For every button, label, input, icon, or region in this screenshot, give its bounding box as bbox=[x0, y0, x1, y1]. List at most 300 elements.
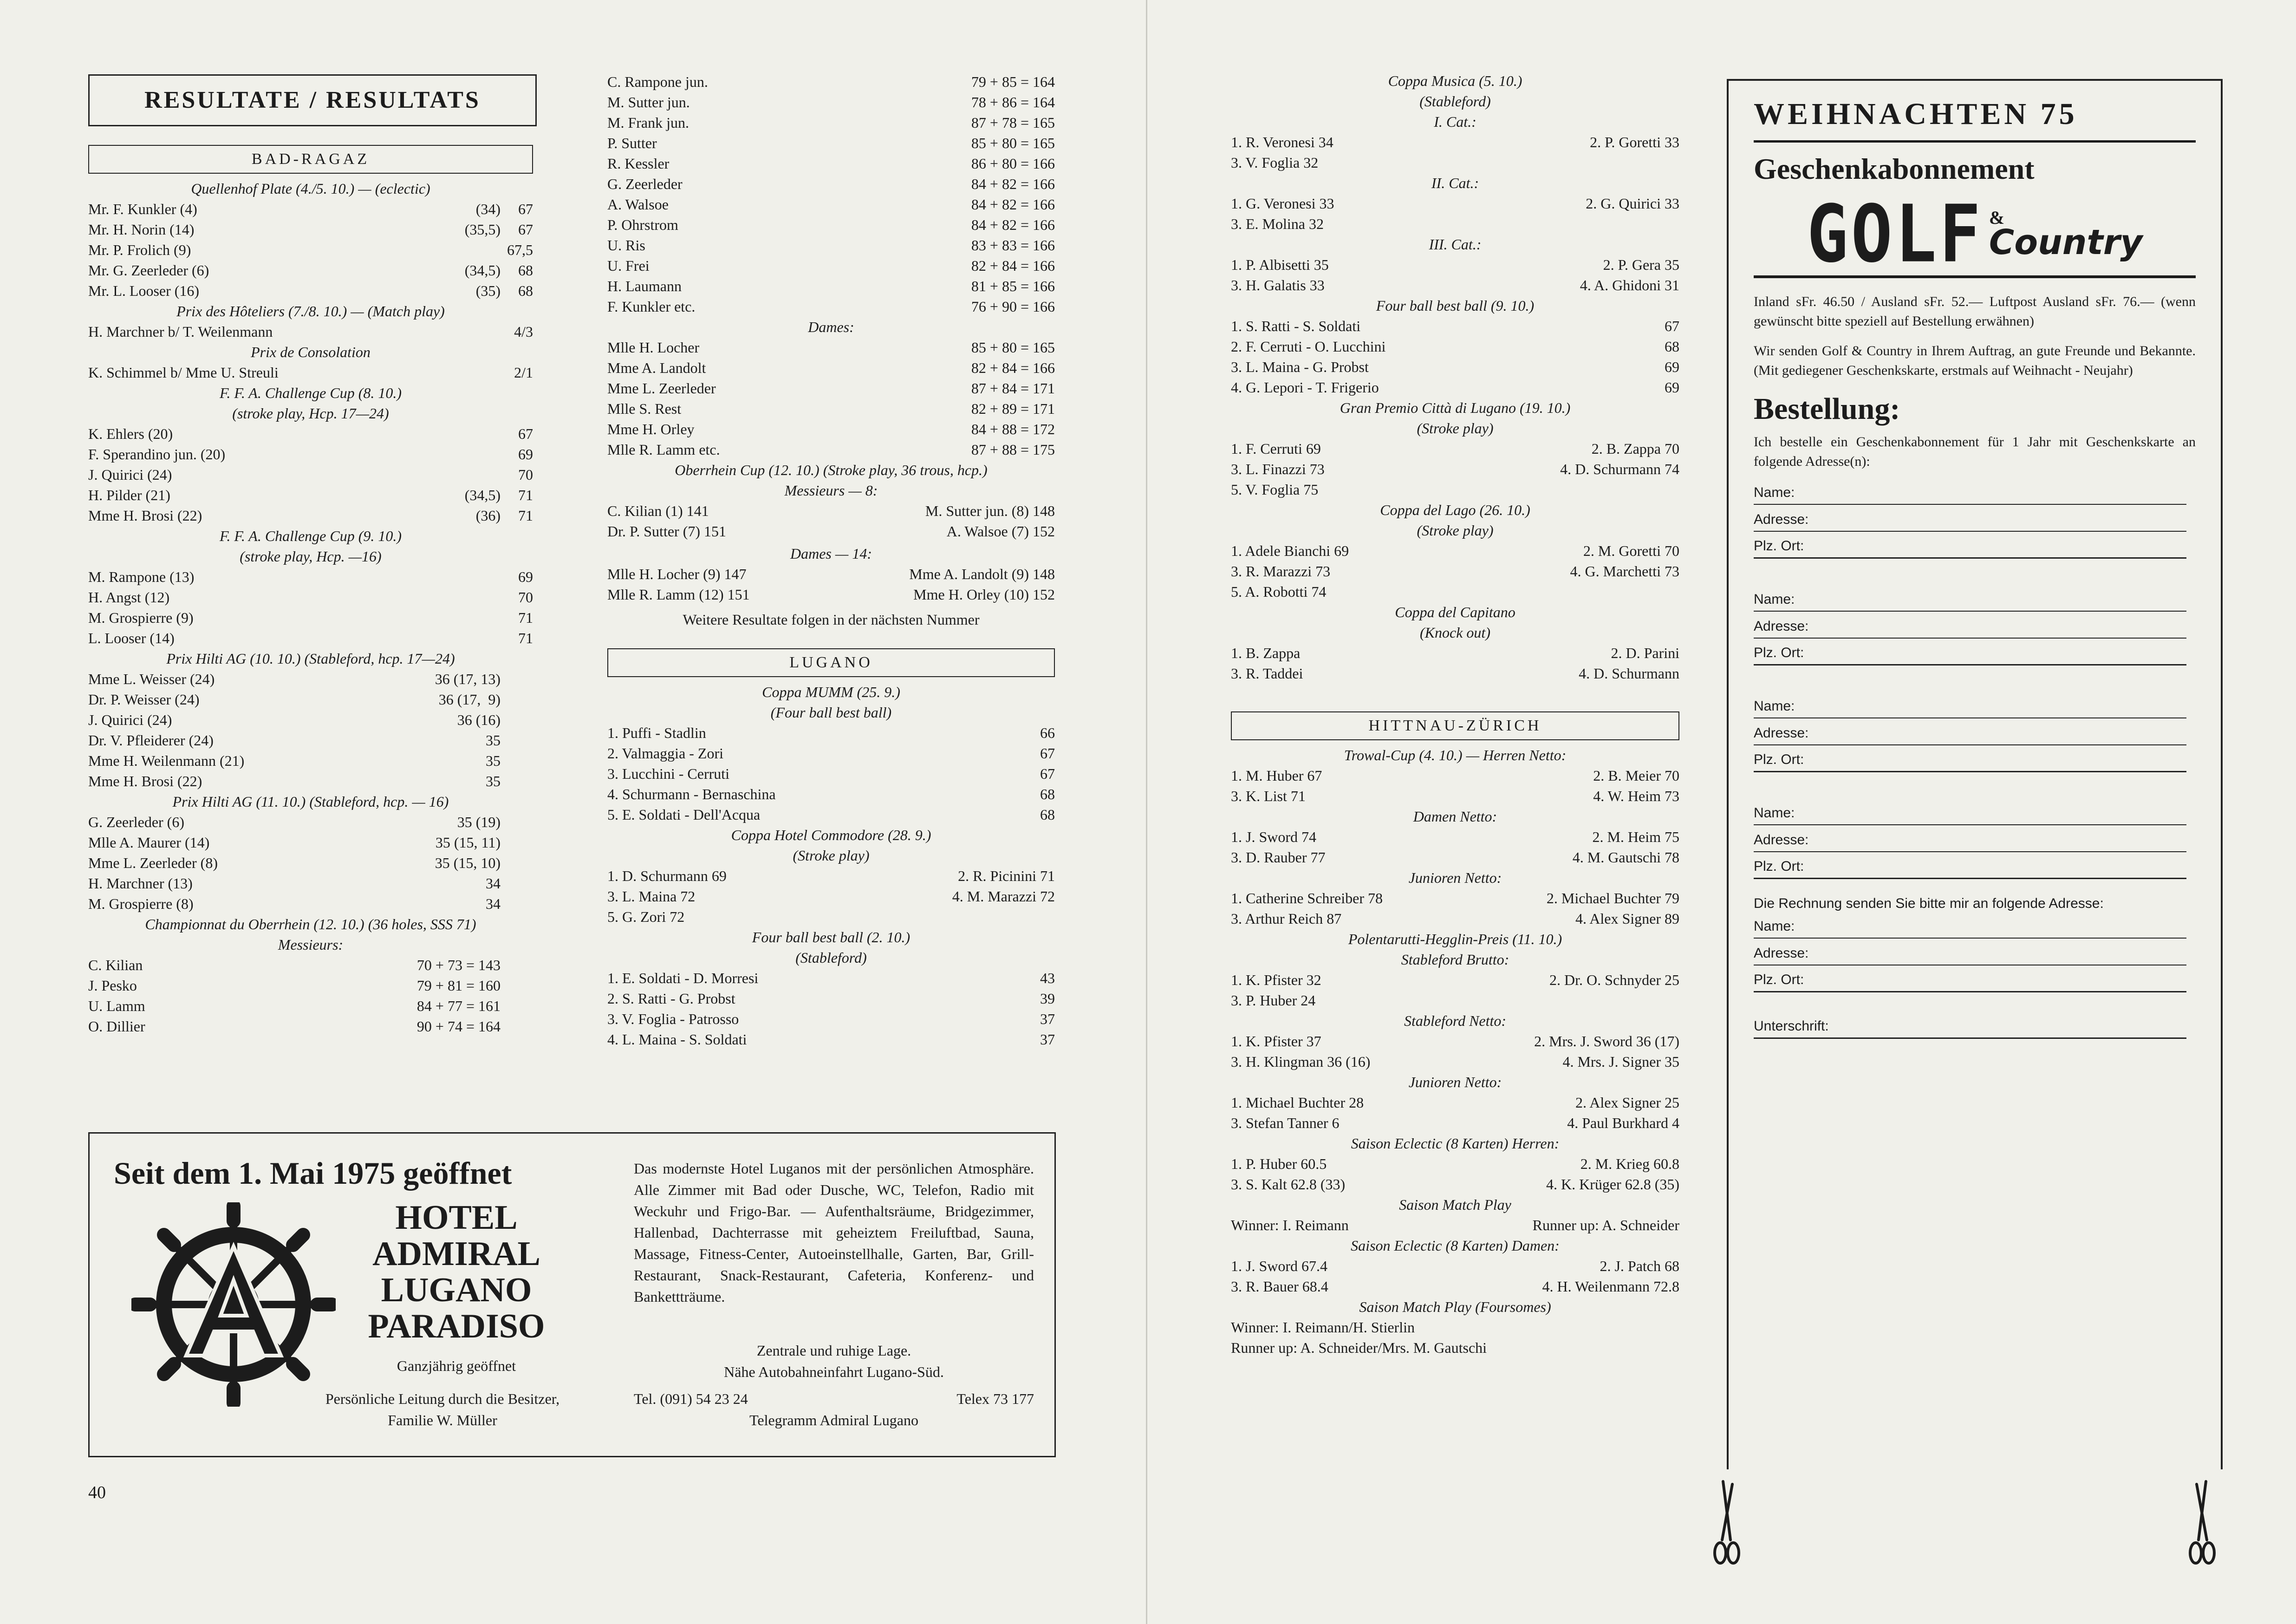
result-left: 1. B. Zappa bbox=[1231, 645, 1301, 661]
player-name: Mr. F. Kunkler (4) bbox=[88, 201, 197, 217]
block-title: Saison Match Play (Foursomes) bbox=[1359, 1298, 1551, 1315]
recipient-city-field[interactable] bbox=[1754, 639, 2186, 665]
score: 87 + 84 = 171 bbox=[971, 380, 1055, 397]
oberrhein-messieurs bbox=[607, 501, 1055, 541]
player-name: Mlle A. Maurer (14) bbox=[88, 834, 210, 851]
result-row bbox=[88, 240, 533, 260]
block-title: Championnat du Oberrhein (12. 10.) (36 holes, SSS 71) bbox=[145, 916, 476, 933]
result-left: 3. S. Kalt 62.8 (33) bbox=[1231, 1176, 1346, 1193]
block-title: Junioren Netto: bbox=[1408, 869, 1502, 886]
bad-ragaz-results bbox=[88, 178, 533, 1037]
result-row bbox=[607, 1009, 1055, 1029]
player-name: Dr. P. Weisser (24) bbox=[88, 691, 200, 708]
block-title: Junioren Netto: bbox=[1408, 1074, 1502, 1090]
field-label: Adresse: bbox=[1754, 619, 1809, 634]
result-row bbox=[88, 321, 533, 342]
result-right: 2. D. Parini bbox=[1611, 645, 1679, 661]
score-detail: 36 (17, 13) bbox=[435, 671, 501, 687]
block-title: Stableford Netto: bbox=[1404, 1012, 1507, 1029]
block-title: Coppa del Lago (26. 10.) bbox=[1380, 502, 1530, 518]
field-label: Name: bbox=[1754, 919, 1795, 934]
player-name: J. Quirici (24) bbox=[88, 466, 172, 483]
field-label: Adresse: bbox=[1754, 832, 1809, 848]
coupon-title: WEIHNACHTEN 75 bbox=[1754, 97, 2196, 143]
hotel-name-line: HOTEL bbox=[395, 1199, 518, 1237]
ship-wheel-icon bbox=[131, 1202, 336, 1407]
ad-headline: Seit dem 1. Mai 1975 geöffnet bbox=[114, 1155, 512, 1191]
block-subtitle: (Stableford) bbox=[1419, 93, 1491, 110]
result-left: 2. S. Ratti - G. Probst bbox=[607, 990, 735, 1007]
hotel-admiral-ad bbox=[88, 1132, 1056, 1457]
block-title: Damen Netto: bbox=[1413, 808, 1497, 825]
result-row bbox=[1231, 990, 1679, 1011]
result-right: 39 bbox=[1040, 990, 1055, 1007]
player-name: M. Grospierre (9) bbox=[88, 609, 194, 626]
player-name: K. Ehlers (20) bbox=[88, 425, 173, 442]
result-row bbox=[607, 439, 1055, 460]
player-name: Mme A. Landolt bbox=[607, 359, 706, 376]
result-left: 3. L. Finazzi 73 bbox=[1231, 461, 1325, 477]
player-name: M. Frank jun. bbox=[607, 114, 689, 131]
block-title: Saison Match Play bbox=[1399, 1196, 1511, 1213]
prices: Inland sFr. 46.50 / Ausland sFr. 52.— Luftpost Ausland sFr. 76.— (wenn gewünscht bitte speziell auf Bestellung erwähnen) bbox=[1754, 294, 2196, 329]
result-row bbox=[607, 235, 1055, 255]
field-label: Plz. Ort: bbox=[1754, 752, 1804, 767]
invoice-address-field[interactable] bbox=[1754, 939, 2186, 965]
logo-ampersand: & bbox=[1989, 207, 2005, 228]
score-detail: (34) bbox=[475, 201, 501, 217]
score-detail: 34 bbox=[486, 875, 501, 892]
result-row bbox=[1231, 847, 1679, 867]
score-detail: 35 bbox=[486, 752, 501, 769]
player-name: Mme L. Zeerleder (8) bbox=[88, 854, 218, 871]
result-row bbox=[607, 398, 1055, 419]
score: 82 + 84 = 166 bbox=[971, 257, 1055, 274]
result-right: 2. G. Quirici 33 bbox=[1586, 195, 1679, 212]
address-forms bbox=[1754, 478, 2186, 879]
player-name: J. Pesko bbox=[88, 977, 137, 994]
player-name: K. Schimmel b/ Mme U. Streuli bbox=[88, 364, 279, 381]
result-row bbox=[1231, 581, 1679, 602]
result-right: Runner up: A. Schneider bbox=[1532, 1217, 1679, 1233]
score: 70 bbox=[518, 466, 533, 483]
result-row bbox=[1231, 1113, 1679, 1133]
management-line: Persönliche Leitung durch die Besitzer, bbox=[325, 1390, 560, 1407]
result-left: 2. F. Cerruti - O. Lucchini bbox=[1231, 338, 1386, 355]
results-title: RESULTATE / RESULTATS bbox=[144, 87, 481, 113]
recipient-name-field[interactable] bbox=[1754, 798, 2186, 825]
block-subtitle: (Stroke play) bbox=[793, 847, 870, 864]
block-subtitle: (stroke play, Hcp. 17—24) bbox=[232, 405, 389, 422]
result-row bbox=[88, 260, 533, 280]
block-title: Four ball best ball (2. 10.) bbox=[752, 929, 911, 946]
score: 87 + 88 = 175 bbox=[971, 441, 1055, 458]
score: 71 bbox=[518, 630, 533, 646]
bad-ragaz-column bbox=[88, 142, 533, 1037]
field-label: Plz. Ort: bbox=[1754, 538, 1804, 554]
result-row bbox=[607, 968, 1055, 988]
oberrhein-dames bbox=[607, 564, 1055, 605]
player-name: F. Kunkler etc. bbox=[607, 298, 696, 315]
result-row bbox=[607, 907, 1055, 927]
result-row bbox=[88, 689, 533, 710]
bad-ragaz-header: BAD-RAGAZ bbox=[88, 145, 533, 174]
player-name: H. Marchner b/ T. Weilenmann bbox=[88, 323, 273, 340]
result-row bbox=[88, 628, 533, 648]
player-name: G. Zeerleder bbox=[607, 176, 683, 192]
result-left: 1. J. Sword 67.4 bbox=[1231, 1258, 1328, 1274]
result-left: 1. R. Veronesi 34 bbox=[1231, 134, 1333, 150]
result-left: 3. V. Foglia 32 bbox=[1231, 154, 1319, 171]
second-column bbox=[607, 72, 1055, 1050]
telegram: Telegramm Admiral Lugano bbox=[749, 1412, 918, 1428]
result-row bbox=[607, 723, 1055, 743]
result-right: 2. J. Patch 68 bbox=[1600, 1258, 1679, 1274]
result-left: 3. Arthur Reich 87 bbox=[1231, 910, 1342, 927]
score: 79 + 85 = 164 bbox=[971, 73, 1055, 90]
score-detail: (36) bbox=[475, 507, 501, 524]
block-subtitle: (Stroke play) bbox=[1417, 522, 1494, 539]
hotel-name-line: LUGANO bbox=[381, 1271, 532, 1309]
result-right: 4. Mrs. J. Signer 35 bbox=[1562, 1053, 1679, 1070]
result-row bbox=[1231, 275, 1679, 295]
open-all-year: Ganzjährig geöffnet bbox=[397, 1357, 516, 1374]
recipient-city-field[interactable] bbox=[1754, 852, 2186, 879]
field-label: Plz. Ort: bbox=[1754, 645, 1804, 660]
right-page bbox=[1146, 0, 2296, 1624]
score: 69 bbox=[518, 446, 533, 463]
result-row bbox=[1231, 438, 1679, 459]
result-right: 68 bbox=[1040, 786, 1055, 802]
result-left: 1. P. Huber 60.5 bbox=[1231, 1155, 1327, 1172]
result-row bbox=[1231, 336, 1679, 357]
result-left: 4. L. Maina - S. Soldati bbox=[607, 1031, 747, 1048]
field-label: Adresse: bbox=[1754, 512, 1809, 527]
result-row bbox=[1231, 1031, 1679, 1051]
score: 82 + 89 = 171 bbox=[971, 400, 1055, 417]
recipient-name-field[interactable] bbox=[1754, 691, 2186, 718]
result-row bbox=[1231, 827, 1679, 847]
score: 83 + 83 = 166 bbox=[971, 237, 1055, 254]
result-right: 2. Dr. O. Schnyder 25 bbox=[1549, 972, 1679, 988]
player-name: O. Dillier bbox=[88, 1018, 145, 1035]
score: 2/1 bbox=[514, 364, 533, 381]
result-row bbox=[1231, 254, 1679, 275]
player-name: Mme H. Weilenmann (21) bbox=[88, 752, 245, 769]
result-right: 37 bbox=[1040, 1031, 1055, 1048]
result-left: 3. V. Foglia - Patrosso bbox=[607, 1011, 739, 1027]
recipient-address-field[interactable] bbox=[1754, 612, 2186, 639]
result-left: 1. Puffi - Stadlin bbox=[607, 724, 706, 741]
block-subtitle: (Four ball best ball) bbox=[770, 704, 892, 721]
result-left: 3. H. Galatis 33 bbox=[1231, 277, 1325, 293]
block-title: Saison Eclectic (8 Karten) Herren: bbox=[1351, 1135, 1560, 1152]
management-line: Familie W. Müller bbox=[388, 1412, 497, 1428]
result-row bbox=[88, 955, 533, 975]
result-left: 1. Michael Buchter 28 bbox=[1231, 1094, 1364, 1111]
result-row bbox=[88, 362, 533, 383]
block-subtitle: (Stroke play) bbox=[1417, 420, 1494, 437]
score-detail: (35) bbox=[475, 282, 501, 299]
hotel-description: Das modernste Hotel Luganos mit der persönlichen Atmosphäre. Alle Zimmer mit Bad oder Dusche, WC, Telefon, Radio mit Weckuhr und Frigo-Bar. — Aufenthaltsräume, Bridgezimmer, Hallenbad, Dachterrasse mit geheiztem Freiluftbad, Sauna, Massage, Fitness-Center, Autoeinstellhalle, Garten, Bar, Grill-Restaurant, Snack-Restaurant, Cafeteria, Konferenz- und Bankettträume. bbox=[634, 1160, 1034, 1305]
hotel-location bbox=[634, 1340, 1034, 1383]
player-name: Mr. P. Frolich (9) bbox=[88, 241, 191, 258]
block-title: Prix de Consolation bbox=[251, 344, 371, 360]
result-left: 3. R. Bauer 68.4 bbox=[1231, 1278, 1328, 1295]
player-name: M. Rampone (13) bbox=[88, 568, 195, 585]
player-name: H. Angst (12) bbox=[88, 589, 170, 606]
result-row bbox=[88, 444, 533, 464]
result-row bbox=[607, 419, 1055, 439]
result-right: 2. Mrs. J. Sword 36 (17) bbox=[1534, 1033, 1679, 1050]
score: 82 + 84 = 166 bbox=[971, 359, 1055, 376]
telex-number: Telex 73 177 bbox=[956, 1390, 1034, 1407]
player-name: J. Quirici (24) bbox=[88, 711, 172, 728]
result-left: 1. E. Soldati - D. Morresi bbox=[607, 970, 759, 986]
result-row bbox=[1231, 132, 1679, 152]
oberrhein-dames-label: Dames — 14: bbox=[790, 545, 872, 562]
player-name: Mr. G. Zeerleder (6) bbox=[88, 262, 209, 279]
result-right: 4. H. Weilenmann 72.8 bbox=[1542, 1278, 1679, 1295]
block-title: Gran Premio Città di Lugano (19. 10.) bbox=[1340, 399, 1571, 416]
result-row bbox=[88, 280, 533, 301]
result-row bbox=[607, 358, 1055, 378]
block-title: Trowal-Cup (4. 10.) — Herren Netto: bbox=[1344, 747, 1567, 763]
score-detail: (34,5) bbox=[464, 487, 501, 503]
location-line: Zentrale und ruhige Lage. bbox=[756, 1342, 911, 1359]
result-row bbox=[88, 464, 533, 485]
player-name: Mr. L. Looser (16) bbox=[88, 282, 200, 299]
score: 71 bbox=[518, 609, 533, 626]
result-row bbox=[607, 763, 1055, 784]
score-detail: 79 + 81 = 160 bbox=[416, 977, 501, 994]
score: 69 bbox=[518, 568, 533, 585]
player-name: C. Rampone jun. bbox=[607, 73, 708, 90]
result-row bbox=[88, 1016, 533, 1037]
result-left: 3. L. Maina - G. Probst bbox=[1231, 359, 1369, 375]
player-name: U. Ris bbox=[607, 237, 645, 254]
score-detail: (35,5) bbox=[464, 221, 501, 238]
score-detail: 35 (19) bbox=[457, 814, 501, 830]
result-row bbox=[607, 501, 1055, 521]
result-row bbox=[607, 255, 1055, 276]
lugano-continued bbox=[1231, 71, 1679, 684]
score: 84 + 82 = 166 bbox=[971, 216, 1055, 233]
result-row bbox=[607, 564, 1055, 584]
result-left: 1. S. Ratti - S. Soldati bbox=[1231, 318, 1361, 334]
result-left: 4. G. Lepori - T. Frigerio bbox=[1231, 379, 1379, 396]
result-row bbox=[607, 866, 1055, 886]
score: 68 bbox=[518, 282, 533, 299]
player-name: U. Lamm bbox=[88, 998, 145, 1014]
result-row bbox=[1231, 357, 1679, 377]
signature-field[interactable] bbox=[1754, 1012, 2186, 1039]
lugano-results bbox=[607, 682, 1055, 1050]
recipient-city-field[interactable] bbox=[1754, 745, 2186, 772]
result-right: 2. M. Heim 75 bbox=[1592, 828, 1679, 845]
invoice-name-field[interactable] bbox=[1754, 912, 2186, 939]
result-left: Winner: I. Reimann/H. Stierlin bbox=[1231, 1319, 1415, 1336]
score: 67 bbox=[518, 221, 533, 238]
score-detail: 36 (17, 9) bbox=[438, 691, 501, 708]
recipient-address-field[interactable] bbox=[1754, 825, 2186, 852]
scissors-left-icon bbox=[1712, 1480, 1742, 1577]
hittnau-header: HITTNAU-ZÜRICH bbox=[1231, 711, 1679, 740]
logo-country: Country bbox=[1989, 222, 2143, 262]
block-title: Four ball best ball (9. 10.) bbox=[1376, 297, 1535, 314]
result-row bbox=[607, 804, 1055, 825]
result-row bbox=[1231, 541, 1679, 561]
result-right: 4. D. Schurmann 74 bbox=[1560, 461, 1679, 477]
score: 87 + 78 = 165 bbox=[971, 114, 1055, 131]
result-right: 68 bbox=[1665, 338, 1679, 355]
field-label: Name: bbox=[1754, 592, 1795, 607]
result-row bbox=[1231, 888, 1679, 908]
result-left: Winner: I. Reimann bbox=[1231, 1217, 1349, 1233]
block-subtitle: (stroke play, Hcp. —16) bbox=[240, 548, 382, 565]
result-left: 5. A. Robotti 74 bbox=[1231, 583, 1327, 600]
oberrhein-women-list bbox=[607, 337, 1055, 460]
result-row bbox=[88, 424, 533, 444]
result-row bbox=[88, 975, 533, 996]
player-name: A. Walsoe bbox=[607, 196, 669, 213]
result-right: 4. K. Krüger 62.8 (35) bbox=[1546, 1176, 1679, 1193]
result-row bbox=[607, 215, 1055, 235]
phone-number: Tel. (091) 54 23 24 bbox=[634, 1390, 748, 1407]
result-row bbox=[88, 505, 533, 526]
block-title: Coppa Hotel Commodore (28. 9.) bbox=[731, 827, 931, 843]
field-label: Name: bbox=[1754, 805, 1795, 821]
result-left: 1. Adele Bianchi 69 bbox=[1231, 542, 1349, 559]
player-name: Mme H. Orley bbox=[607, 421, 695, 437]
result-row bbox=[1231, 1051, 1679, 1072]
result-right: 2. M. Krieg 60.8 bbox=[1580, 1155, 1679, 1172]
score: 71 bbox=[518, 487, 533, 503]
result-right: 66 bbox=[1040, 724, 1055, 741]
management bbox=[294, 1388, 591, 1431]
oberrhein-cup-title: Oberrhein Cup (12. 10.) (Stroke play, 36 trous, hcp.) bbox=[675, 462, 988, 478]
player-name: L. Looser (14) bbox=[88, 630, 175, 646]
result-right: A. Walsoe (7) 152 bbox=[946, 523, 1055, 540]
result-row bbox=[1231, 908, 1679, 929]
result-row bbox=[607, 988, 1055, 1009]
recipient-name-field[interactable] bbox=[1754, 585, 2186, 612]
result-left: 3. R. Taddei bbox=[1231, 665, 1303, 682]
player-name: R. Kessler bbox=[607, 155, 670, 172]
score-detail: 35 (15, 11) bbox=[435, 834, 501, 851]
player-name: Mr. H. Norin (14) bbox=[88, 221, 195, 238]
block-title: II. Cat.: bbox=[1431, 175, 1479, 191]
page-number: 40 bbox=[88, 1483, 106, 1502]
result-row bbox=[88, 567, 533, 587]
score: 84 + 88 = 172 bbox=[971, 421, 1055, 437]
intro-text: Wir senden Golf & Country in Ihrem Auftrag, an gute Freunde und Bekannte. (Mit gediegener Geschenkskarte, erstmals auf Weihnacht - Neujahr) bbox=[1754, 343, 2196, 378]
result-right: 4. M. Gautschi 78 bbox=[1572, 849, 1679, 866]
recipient-address-field[interactable] bbox=[1754, 718, 2186, 745]
result-right: 2. Michael Buchter 79 bbox=[1546, 890, 1679, 907]
result-row bbox=[1231, 765, 1679, 786]
score-detail: 35 bbox=[486, 732, 501, 749]
recipient-address-field[interactable] bbox=[1754, 505, 2186, 532]
player-name: Mme H. Brosi (22) bbox=[88, 773, 202, 789]
player-name: H. Laumann bbox=[607, 278, 682, 294]
score: 84 + 82 = 166 bbox=[971, 196, 1055, 213]
result-left: 1. F. Cerruti 69 bbox=[1231, 440, 1321, 457]
field-label: Unterschrift: bbox=[1754, 1018, 1829, 1034]
result-row bbox=[1231, 193, 1679, 214]
subscription-coupon bbox=[1727, 79, 2223, 1469]
player-name: P. Ohrstrom bbox=[607, 216, 678, 233]
result-row bbox=[607, 72, 1055, 92]
player-name: H. Marchner (13) bbox=[88, 875, 193, 892]
score: 70 bbox=[518, 589, 533, 606]
result-row bbox=[607, 378, 1055, 398]
score: 85 + 80 = 165 bbox=[971, 339, 1055, 356]
result-row bbox=[88, 730, 533, 750]
result-left: 5. G. Zori 72 bbox=[607, 908, 685, 925]
result-right: 2. P. Gera 35 bbox=[1603, 256, 1679, 273]
result-left: C. Kilian (1) 141 bbox=[607, 502, 709, 519]
block-title: Coppa Musica (5. 10.) bbox=[1388, 72, 1522, 89]
player-name: Mme L. Zeerleder bbox=[607, 380, 716, 397]
result-row bbox=[88, 587, 533, 607]
result-right: 67 bbox=[1040, 765, 1055, 782]
result-row bbox=[1231, 479, 1679, 500]
scissors-right-icon bbox=[2187, 1480, 2217, 1577]
result-left: Dr. P. Sutter (7) 151 bbox=[607, 523, 726, 540]
result-row bbox=[1231, 663, 1679, 684]
score: 67,5 bbox=[507, 241, 533, 258]
invoice-city-field[interactable] bbox=[1754, 965, 2186, 992]
result-right: 2. P. Goretti 33 bbox=[1590, 134, 1679, 150]
result-left: 1. Catherine Schreiber 78 bbox=[1231, 890, 1383, 907]
result-row bbox=[1231, 377, 1679, 398]
result-right: 4. A. Ghidoni 31 bbox=[1580, 277, 1679, 293]
result-row bbox=[88, 894, 533, 914]
player-name: M. Grospierre (8) bbox=[88, 895, 194, 912]
result-left: 3. L. Maina 72 bbox=[607, 888, 696, 905]
score-detail: 70 + 73 = 143 bbox=[416, 957, 501, 973]
logo-golf: GOLF bbox=[1807, 188, 1984, 280]
result-left: Mlle R. Lamm (12) 151 bbox=[607, 586, 750, 603]
result-row bbox=[1231, 152, 1679, 173]
result-row bbox=[88, 771, 533, 791]
further-results-note: Weitere Resultate folgen in der nächsten Nummer bbox=[683, 611, 980, 628]
result-row bbox=[607, 112, 1055, 133]
player-name: Dr. V. Pfleiderer (24) bbox=[88, 732, 214, 749]
result-right: 67 bbox=[1665, 318, 1679, 334]
result-row bbox=[88, 669, 533, 689]
recipient-name-field[interactable] bbox=[1754, 478, 2186, 505]
left-page bbox=[0, 0, 1146, 1624]
result-right: 2. Alex Signer 25 bbox=[1575, 1094, 1679, 1111]
result-row bbox=[1231, 1092, 1679, 1113]
result-right: 2. B. Meier 70 bbox=[1593, 767, 1679, 784]
result-right: 4. G. Marchetti 73 bbox=[1570, 563, 1679, 580]
player-name: U. Frei bbox=[607, 257, 650, 274]
result-row bbox=[1231, 1154, 1679, 1174]
block-title: I. Cat.: bbox=[1434, 113, 1476, 130]
result-right: 4. D. Schurmann bbox=[1579, 665, 1679, 682]
score: 81 + 85 = 166 bbox=[971, 278, 1055, 294]
result-right: 68 bbox=[1040, 806, 1055, 823]
result-row bbox=[88, 219, 533, 240]
result-left: 1. J. Sword 74 bbox=[1231, 828, 1317, 845]
invoice-note: Die Rechnung senden Sie bitte mir an folgende Adresse: bbox=[1754, 896, 2104, 911]
player-name: C. Kilian bbox=[88, 957, 143, 973]
order-text: Ich bestelle ein Geschenkabonnement für 1 Jahr mit Geschenkskarte an folgende Adresse(n): bbox=[1754, 434, 2196, 469]
recipient-city-field[interactable] bbox=[1754, 532, 2186, 559]
